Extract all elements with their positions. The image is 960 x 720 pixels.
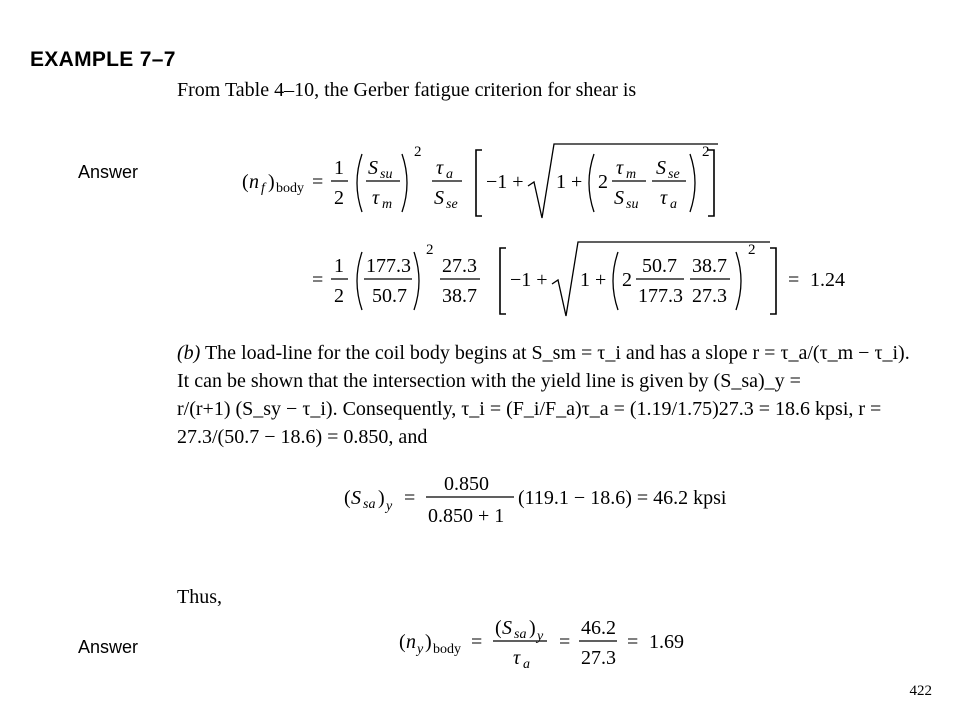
intro-text: From Table 4–10, the Gerber fatigue criterion for shear is (177, 79, 637, 101)
svg-text:y: y (537, 629, 544, 644)
part-b-line-1 (177, 343, 910, 363)
svg-text:sa: sa (363, 497, 376, 512)
sse-value: 38.7 (442, 285, 477, 307)
svg-text:τ: τ (616, 157, 624, 179)
svg-text:1 +: 1 + (580, 269, 607, 291)
svg-text:38.7: 38.7 (692, 255, 727, 277)
ny-numerator: 46.2 (581, 617, 616, 639)
answer-label-1: Answer (78, 162, 139, 182)
svg-text:2: 2 (598, 171, 608, 193)
page-number: 422 (909, 683, 932, 699)
svg-text:τ: τ (436, 157, 444, 179)
svg-text:1 +: 1 + (556, 171, 583, 193)
svg-text:2: 2 (426, 242, 434, 258)
half-denominator: 2 (334, 187, 344, 209)
svg-text:f: f (261, 181, 265, 196)
svg-text:=: = (404, 487, 416, 509)
taum-value: 50.7 (372, 285, 407, 307)
svg-text:2: 2 (702, 144, 710, 160)
taua-value: 27.3 (442, 255, 477, 277)
svg-text:S: S (614, 187, 624, 209)
ssa-rest: (119.1 − 18.6) = 46.2 kpsi (518, 487, 727, 509)
svg-text:=: = (312, 171, 324, 193)
svg-text:m: m (382, 197, 393, 212)
svg-text:(: ( (399, 631, 406, 653)
svg-text:): ) (268, 171, 275, 193)
svg-text:1: 1 (334, 255, 344, 277)
equation-ssa-y (340, 460, 780, 540)
answer-label-2: Answer (78, 637, 139, 657)
equation-ny-body (395, 608, 715, 680)
svg-text:se: se (668, 167, 680, 182)
svg-text:a: a (523, 657, 530, 672)
ssa-denominator: 0.850 + 1 (428, 505, 505, 527)
nf-result: 1.24 (810, 269, 845, 291)
svg-text:): ) (425, 631, 432, 653)
half-numerator: 1 (334, 157, 344, 179)
equation-gerber-symbolic (230, 128, 730, 228)
ssu-value: 177.3 (366, 255, 411, 277)
example-heading: EXAMPLE 7–7 (30, 48, 176, 71)
ssa-numerator: 0.850 (444, 473, 489, 495)
svg-text:S: S (351, 487, 361, 509)
svg-text:body: body (276, 181, 304, 196)
svg-text:S: S (368, 157, 378, 179)
svg-text:sa: sa (514, 627, 527, 642)
svg-text:): ) (378, 487, 385, 509)
svg-text:): ) (529, 617, 536, 639)
svg-text:S: S (656, 157, 666, 179)
svg-text:S: S (502, 617, 512, 639)
svg-text:=: = (312, 269, 324, 291)
svg-text:a: a (446, 167, 453, 182)
equation-gerber-numeric (300, 230, 860, 330)
svg-text:(: ( (344, 487, 351, 509)
svg-text:=: = (627, 631, 639, 653)
svg-text:n: n (249, 171, 259, 193)
svg-text:τ: τ (660, 187, 668, 209)
svg-text:a: a (670, 197, 677, 212)
ny-result: 1.69 (649, 631, 684, 653)
svg-text:2: 2 (414, 144, 422, 160)
svg-text:2: 2 (622, 269, 632, 291)
svg-text:y: y (417, 642, 424, 657)
svg-text:(: ( (495, 617, 502, 639)
part-b-line-4: 27.3/(50.7 − 18.6) = 0.850, and (177, 426, 428, 448)
part-b-text-1: The load-line for the coil body begins at S_sm = τ_i and has a slope r = τ_a/(τ_m − τ_i). (204, 342, 910, 364)
svg-text:27.3: 27.3 (692, 285, 727, 307)
svg-text:n: n (406, 631, 416, 653)
svg-text:su: su (626, 197, 639, 212)
svg-text:50.7: 50.7 (642, 255, 677, 277)
svg-text:S: S (434, 187, 444, 209)
svg-text:2: 2 (748, 242, 756, 258)
svg-text:τ: τ (513, 647, 521, 669)
svg-text:=: = (471, 631, 483, 653)
svg-text:−1 +: −1 + (486, 171, 524, 193)
part-b-label: (b) (177, 342, 201, 364)
svg-text:2: 2 (334, 285, 344, 307)
part-b-line-3: r/(r+1) (S_sy − τ_i). Consequently, τ_i = (F_i/F_a)τ_a = (1.19/1.75)27.3 = 18.6 kpsi, r = (177, 398, 882, 420)
svg-text:τ: τ (372, 187, 380, 209)
svg-text:body: body (433, 642, 461, 657)
svg-text:su: su (380, 167, 393, 182)
svg-text:177.3: 177.3 (638, 285, 683, 307)
svg-text:(: ( (242, 171, 249, 193)
part-b-line-2: It can be shown that the intersection with the yield line is given by (S_sa)_y = (177, 370, 801, 392)
svg-text:m: m (626, 167, 637, 182)
thus-text: Thus, (177, 586, 222, 608)
ny-denominator: 27.3 (581, 647, 616, 669)
svg-text:−1 +: −1 + (510, 269, 548, 291)
svg-text:=: = (559, 631, 571, 653)
svg-text:=: = (788, 269, 800, 291)
svg-text:se: se (446, 197, 458, 212)
svg-text:y: y (386, 499, 393, 514)
